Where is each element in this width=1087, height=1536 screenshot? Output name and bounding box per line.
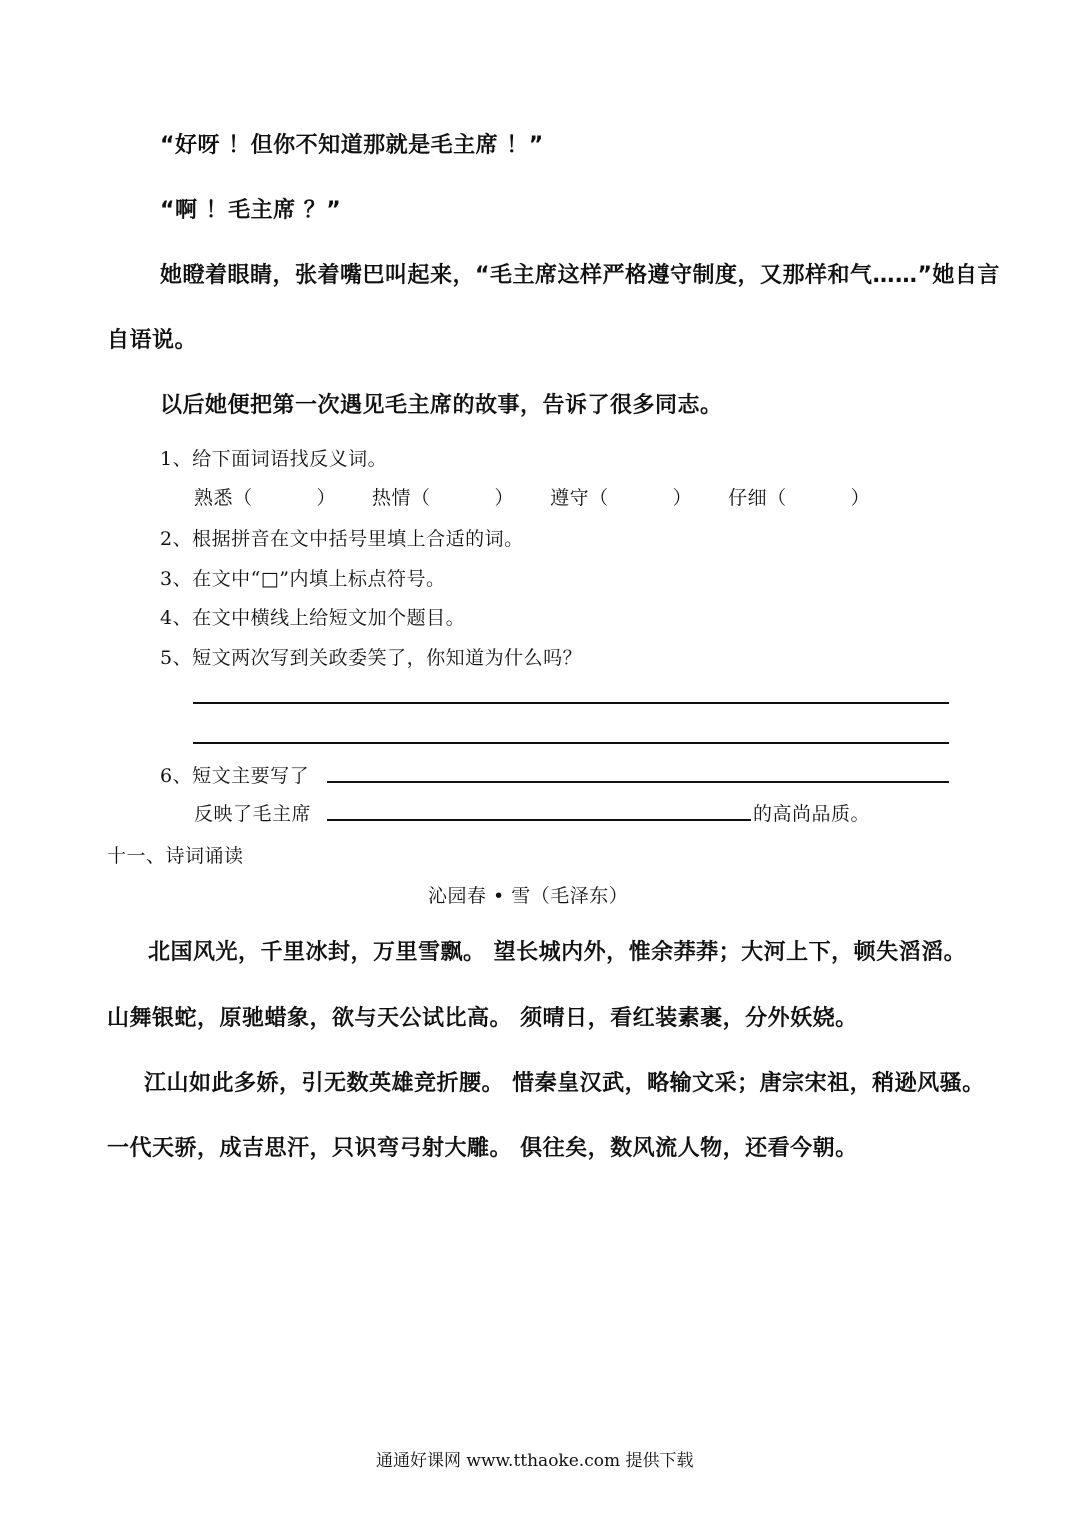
story-line-4: 以后她便把第一次遇见毛主席的故事，告诉了很多同志。 [160, 393, 723, 418]
story-line-3b: 自语说。 [107, 328, 198, 353]
story-line-1: “好呀 ！但你不知道那就是毛主席 ！” [160, 133, 544, 158]
answer-line-q6[interactable] [327, 781, 949, 783]
answer-line[interactable] [193, 702, 949, 704]
poem-line-4: 一代天骄，成吉思汗，只识弯弓射大雕。 俱往矣，数风流人物，还看今朝。 [107, 1136, 858, 1161]
antonym-item: 遵守（ ） [550, 487, 693, 509]
question-3: 3、在文中“□”内填上标点符号。 [160, 568, 446, 590]
question-6b-suffix: 的高尚品质。 [753, 803, 871, 825]
antonym-item: 热情（ ） [372, 487, 515, 509]
antonym-item: 熟悉（ ） [194, 487, 337, 509]
question-4: 4、在文中横线上给短文加个题目。 [160, 607, 466, 629]
antonym-row [194, 483, 906, 510]
story-line-3a: 她瞪着眼睛，张着嘴巴叫起来，“毛主席这样严格遵守制度，又那样和气……”她自言 [160, 263, 1000, 288]
answer-line[interactable] [193, 742, 949, 744]
question-2: 2、根据拼音在文中括号里填上合适的词。 [160, 528, 524, 550]
answer-line-q6b[interactable] [327, 819, 751, 821]
poem-line-2: 山舞银蛇，原驰蜡象，欲与天公试比高。 须晴日，看红装素裹，分外妖娆。 [107, 1006, 858, 1031]
poem-line-3: 江山如此多娇，引无数英雄竞折腰。 惜秦皇汉武，略输文采；唐宗宋祖，稍逊风骚。 [144, 1071, 985, 1096]
section-heading: 十一、诗词诵读 [107, 845, 244, 867]
question-6b-prefix: 反映了毛主席 [194, 803, 312, 825]
antonym-item: 仔细（ ） [728, 487, 871, 509]
poem-title: 沁园春 • 雪（毛泽东） [428, 885, 629, 907]
poem-line-1: 北国风光，千里冰封，万里雪飘。 望长城内外，惟余莽莽；大河上下，顿失滔滔。 [148, 940, 967, 965]
question-6: 6、短文主要写了 [160, 765, 310, 787]
footer-credit: 通通好课网 www.tthaoke.com 提供下载 [376, 1451, 694, 1471]
question-1: 1、给下面词语找反义词。 [160, 448, 388, 470]
question-5: 5、短文两次写到关政委笑了，你知道为什么吗？ [160, 647, 583, 669]
story-line-2: “啊 ！毛主席 ？” [160, 198, 342, 223]
